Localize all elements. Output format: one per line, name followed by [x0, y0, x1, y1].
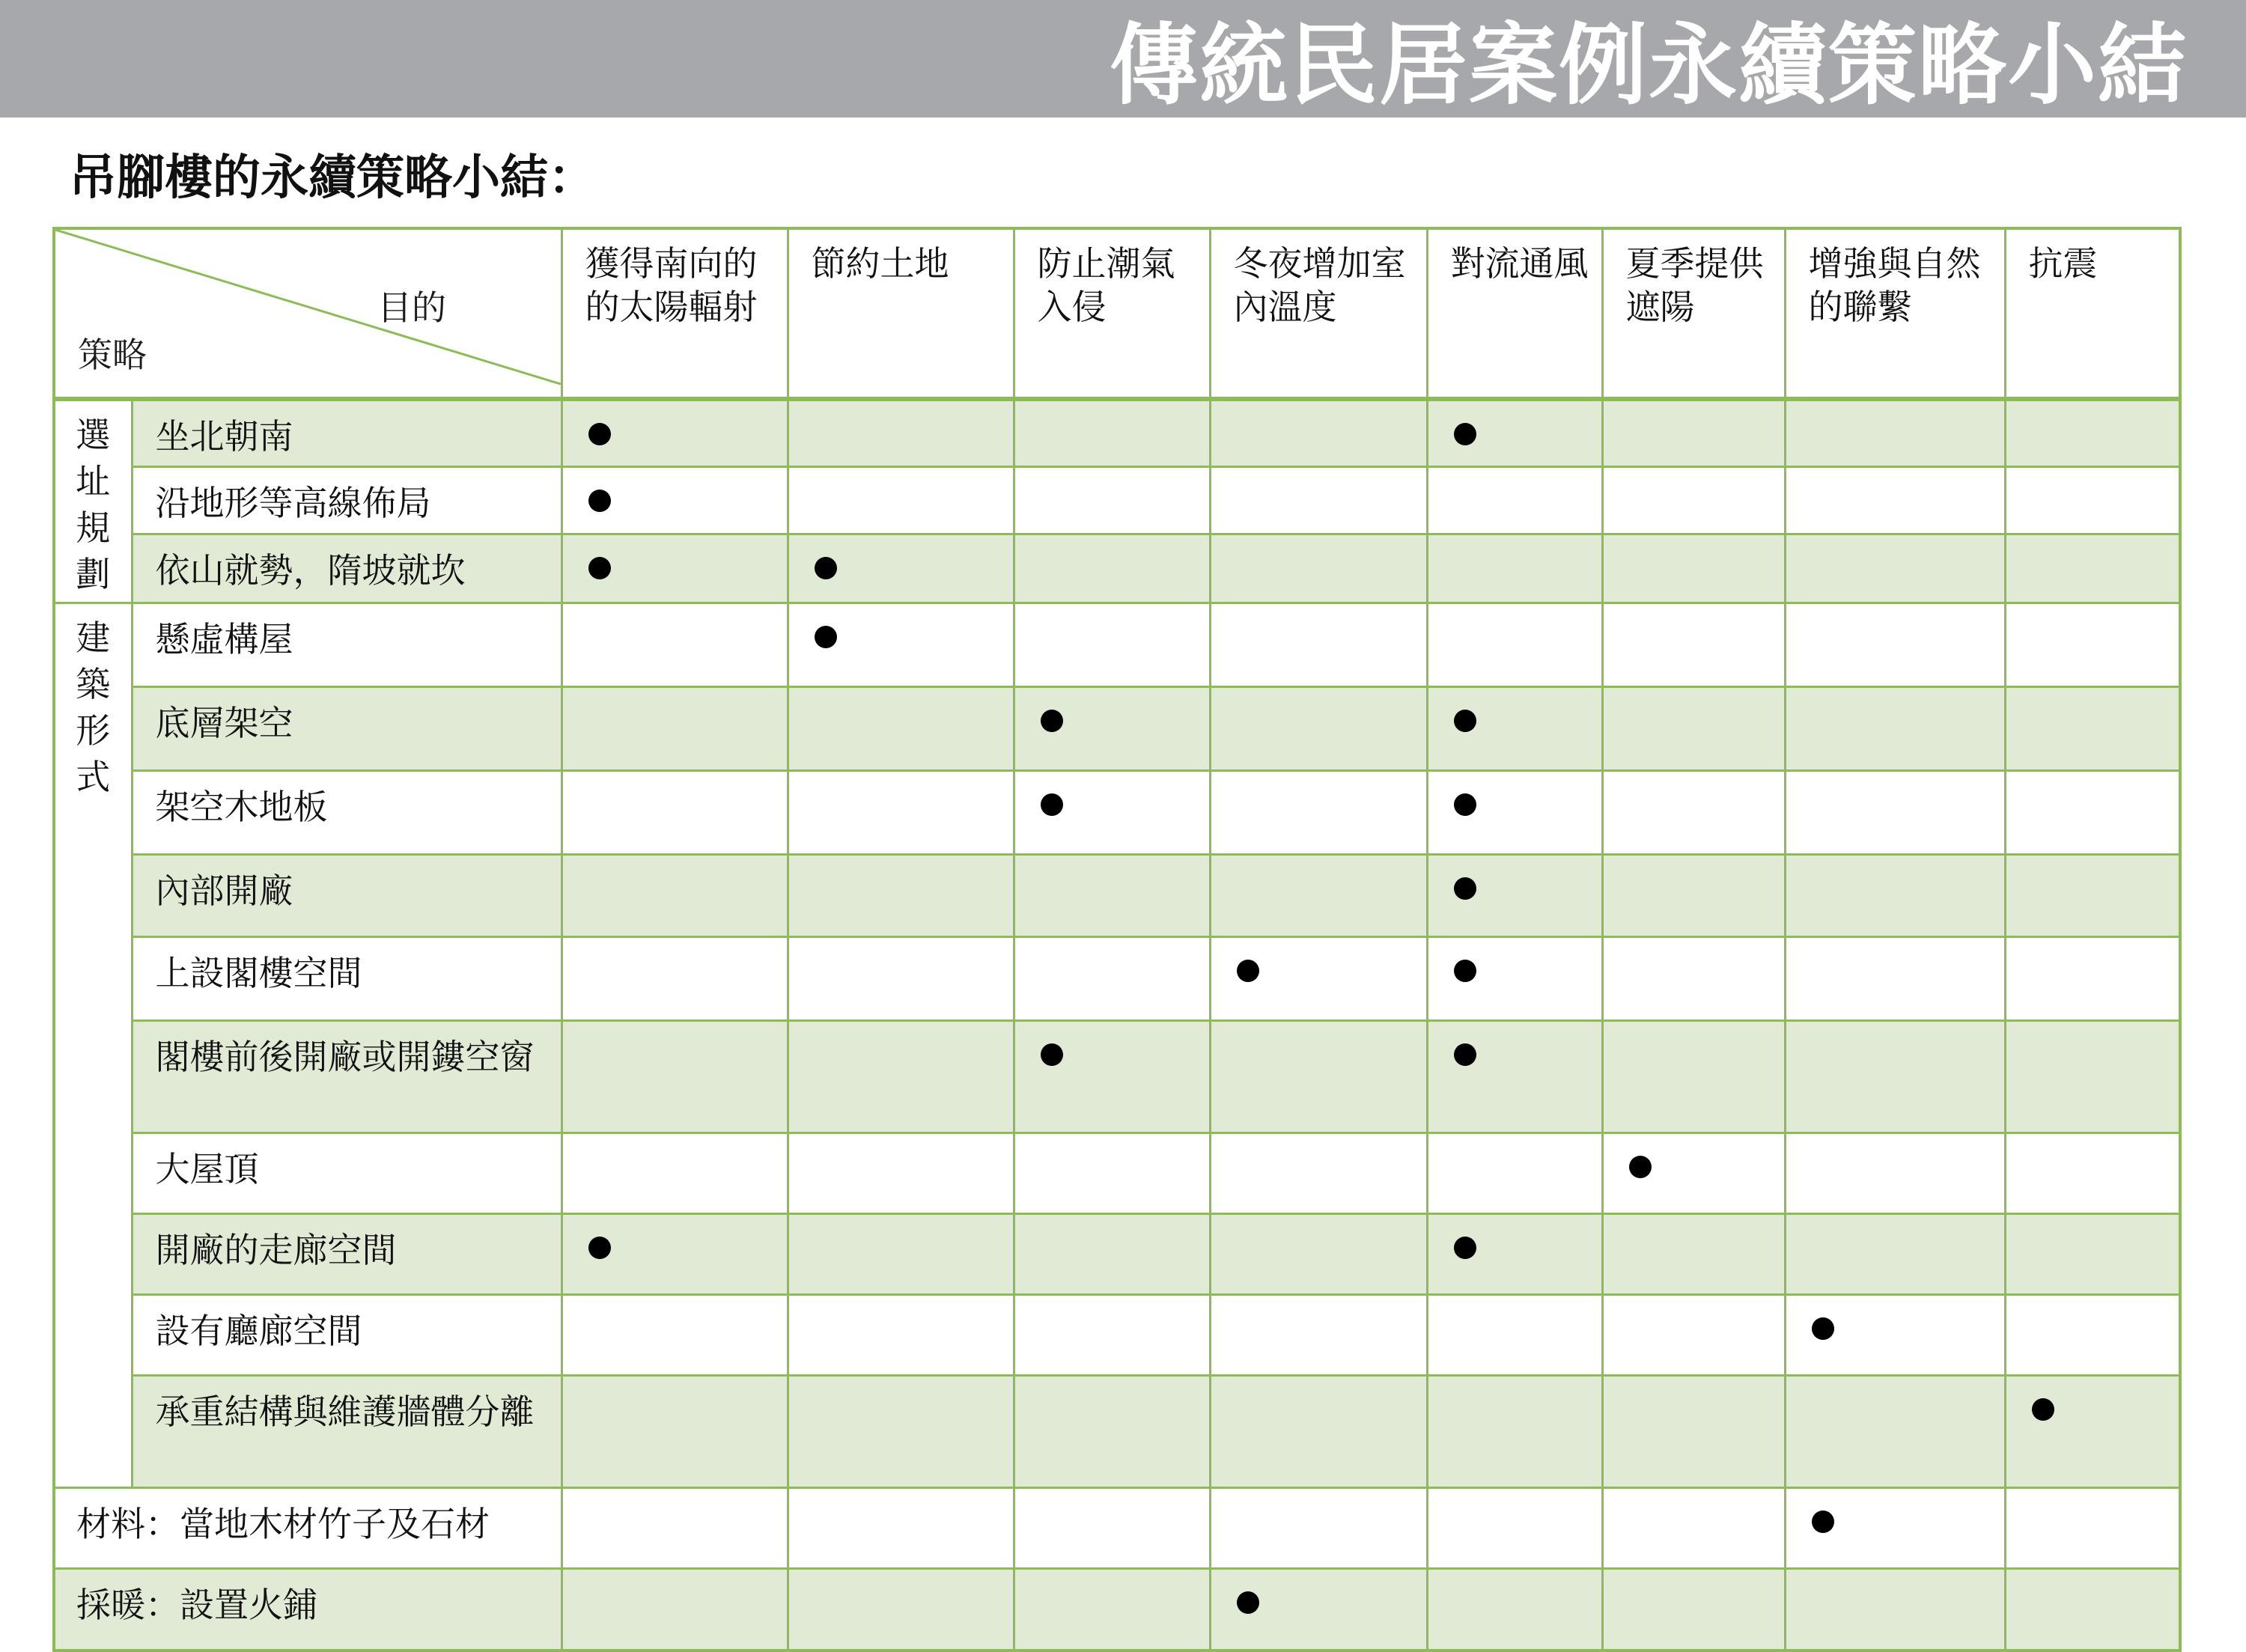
mark-cell — [1602, 770, 1785, 854]
mark-cell — [1014, 854, 1210, 936]
mark-cell — [1210, 936, 1427, 1020]
mark-cell — [1014, 1213, 1210, 1294]
mark-cell — [2005, 534, 2180, 603]
mark-dot-icon — [2032, 1398, 2054, 1421]
strategy-label: 材料：當地木材竹子及石材 — [54, 1487, 562, 1568]
mark-dot-icon — [1454, 877, 1476, 900]
goal-header: 夏季提供遮陽 — [1602, 228, 1785, 399]
mark-cell — [2005, 770, 2180, 854]
category-char: 規 — [76, 508, 111, 548]
mark-cell — [1785, 603, 2005, 686]
mark-cell — [2005, 1020, 2180, 1133]
table-row — [54, 399, 2180, 466]
mark-cell — [1602, 399, 1785, 466]
mark-cell — [788, 1487, 1014, 1568]
table-row — [54, 534, 2180, 603]
mark-cell — [1014, 534, 1210, 603]
mark-dot-icon — [1454, 1237, 1476, 1259]
mark-cell — [1210, 466, 1427, 534]
goal-header: 防止潮氣入侵 — [1014, 228, 1210, 399]
mark-cell — [2005, 1294, 2180, 1375]
mark-cell — [788, 1375, 1014, 1487]
table-row — [54, 466, 2180, 534]
mark-cell — [1427, 603, 1602, 686]
mark-cell — [2005, 466, 2180, 534]
corner-goal-label: 目的 — [377, 287, 446, 328]
mark-cell — [1014, 936, 1210, 1020]
goal-header: 增強與自然的聯繫 — [1785, 228, 2005, 399]
category-label — [54, 603, 132, 1487]
mark-cell — [1785, 686, 2005, 770]
mark-cell — [1785, 1294, 2005, 1375]
table-row — [54, 1568, 2180, 1651]
mark-cell — [2005, 1375, 2180, 1487]
mark-cell — [1427, 399, 1602, 466]
mark-cell — [1014, 770, 1210, 854]
category-char: 劃 — [76, 554, 111, 594]
mark-cell — [1427, 1133, 1602, 1213]
mark-cell — [1427, 534, 1602, 603]
strategy-label: 底層架空 — [132, 686, 562, 770]
strategy-label: 設有廳廊空間 — [132, 1294, 562, 1375]
mark-cell — [1210, 1375, 1427, 1487]
mark-cell — [1785, 1375, 2005, 1487]
mark-cell — [788, 1294, 1014, 1375]
strategy-label: 上設閣樓空間 — [132, 936, 562, 1020]
mark-cell — [1210, 1568, 1427, 1651]
mark-cell — [1210, 1133, 1427, 1213]
mark-cell — [1602, 1487, 1785, 1568]
mark-cell — [1785, 936, 2005, 1020]
mark-cell — [1014, 1020, 1210, 1133]
page-title: 傳統民居案例永續策略小結 — [1109, 13, 2188, 117]
table-row — [54, 854, 2180, 936]
header-band — [0, 0, 2246, 118]
mark-cell — [788, 686, 1014, 770]
mark-dot-icon — [1812, 1317, 1834, 1340]
table-row — [54, 1294, 2180, 1375]
table-body — [54, 399, 2180, 1651]
mark-cell — [1427, 770, 1602, 854]
mark-cell — [1210, 854, 1427, 936]
mark-dot-icon — [1812, 1511, 1834, 1533]
mark-cell — [1014, 1487, 1210, 1568]
category-char: 式 — [76, 756, 111, 797]
mark-cell — [2005, 603, 2180, 686]
mark-cell — [788, 1020, 1014, 1133]
category-char: 築 — [76, 663, 111, 704]
mark-dot-icon — [1237, 960, 1259, 982]
mark-dot-icon — [1454, 710, 1476, 732]
mark-cell — [2005, 686, 2180, 770]
mark-cell — [788, 466, 1014, 534]
mark-cell — [1602, 534, 1785, 603]
mark-cell — [1210, 534, 1427, 603]
mark-cell — [1427, 936, 1602, 1020]
strategy-label: 內部開廠 — [132, 854, 562, 936]
mark-cell — [788, 399, 1014, 466]
mark-cell — [562, 1133, 788, 1213]
mark-cell — [562, 534, 788, 603]
mark-cell — [1602, 686, 1785, 770]
mark-cell — [1602, 1213, 1785, 1294]
strategy-label: 懸虛構屋 — [132, 603, 562, 686]
mark-cell — [2005, 399, 2180, 466]
table-row — [54, 1213, 2180, 1294]
mark-cell — [562, 686, 788, 770]
mark-cell — [2005, 1133, 2180, 1213]
mark-cell — [1210, 1213, 1427, 1294]
strategy-label: 閣樓前後開廠或開鏤空窗 — [132, 1020, 562, 1133]
mark-cell — [1427, 466, 1602, 534]
mark-cell — [1785, 466, 2005, 534]
mark-cell — [788, 1568, 1014, 1651]
mark-cell — [1785, 1020, 2005, 1133]
mark-cell — [562, 1375, 788, 1487]
mark-cell — [1602, 1294, 1785, 1375]
mark-dot-icon — [1454, 1043, 1476, 1066]
mark-cell — [562, 770, 788, 854]
mark-cell — [1427, 1568, 1602, 1651]
mark-cell — [1427, 1487, 1602, 1568]
mark-dot-icon — [1041, 1043, 1063, 1066]
table-row — [54, 1020, 2180, 1133]
mark-cell — [1427, 1294, 1602, 1375]
mark-cell — [1785, 1487, 2005, 1568]
mark-cell — [2005, 1487, 2180, 1568]
table-row — [54, 603, 2180, 686]
mark-cell — [1014, 603, 1210, 686]
goal-header: 獲得南向的的太陽輻射 — [562, 228, 788, 399]
mark-cell — [562, 1294, 788, 1375]
mark-cell — [788, 1213, 1014, 1294]
table-row — [54, 686, 2180, 770]
mark-cell — [562, 399, 788, 466]
mark-cell — [1602, 1375, 1785, 1487]
strategy-label: 承重結構與維護牆體分離 — [132, 1375, 562, 1487]
corner-cell — [54, 228, 562, 399]
mark-dot-icon — [1237, 1591, 1259, 1614]
category-char: 選 — [76, 415, 111, 455]
goal-header: 對流通風 — [1427, 228, 1602, 399]
mark-cell — [1210, 1487, 1427, 1568]
mark-cell — [788, 854, 1014, 936]
table-row — [54, 936, 2180, 1020]
goal-header: 抗震 — [2005, 228, 2180, 399]
mark-cell — [1014, 1133, 1210, 1213]
mark-cell — [2005, 854, 2180, 936]
mark-cell — [1014, 466, 1210, 534]
strategy-label: 依山就勢，隋坡就坎 — [132, 534, 562, 603]
mark-cell — [1602, 1568, 1785, 1651]
mark-cell — [1785, 1568, 2005, 1651]
category-char: 形 — [76, 710, 111, 751]
mark-dot-icon — [588, 490, 611, 512]
strategy-label: 沿地形等高線佈局 — [132, 466, 562, 534]
table-row — [54, 770, 2180, 854]
mark-cell — [1210, 603, 1427, 686]
mark-cell — [1427, 1375, 1602, 1487]
mark-cell — [1014, 399, 1210, 466]
mark-dot-icon — [815, 626, 837, 648]
mark-cell — [1427, 686, 1602, 770]
mark-cell — [562, 854, 788, 936]
mark-cell — [1210, 1020, 1427, 1133]
table-row — [54, 1487, 2180, 1568]
mark-cell — [1602, 1133, 1785, 1213]
mark-cell — [788, 1133, 1014, 1213]
section-subtitle: 吊腳樓的永續策略小結： — [69, 150, 596, 206]
mark-cell — [1602, 1020, 1785, 1133]
mark-cell — [1785, 1213, 2005, 1294]
mark-dot-icon — [1041, 710, 1063, 732]
mark-cell — [1785, 1133, 2005, 1213]
mark-cell — [1427, 1213, 1602, 1294]
mark-cell — [1210, 770, 1427, 854]
strategy-label: 架空木地板 — [132, 770, 562, 854]
strategy-table — [52, 227, 2182, 1652]
mark-dot-icon — [588, 423, 611, 445]
mark-cell — [1785, 399, 2005, 466]
mark-cell — [788, 534, 1014, 603]
mark-cell — [1427, 1020, 1602, 1133]
strategy-label: 坐北朝南 — [132, 399, 562, 466]
mark-cell — [1602, 854, 1785, 936]
category-char: 址 — [76, 461, 111, 502]
mark-cell — [788, 936, 1014, 1020]
mark-cell — [2005, 936, 2180, 1020]
goal-header: 冬夜增加室內溫度 — [1210, 228, 1427, 399]
mark-cell — [562, 1020, 788, 1133]
mark-cell — [1602, 466, 1785, 534]
mark-cell — [1014, 1375, 1210, 1487]
mark-dot-icon — [1454, 960, 1476, 982]
mark-dot-icon — [1629, 1156, 1652, 1178]
strategy-label: 大屋頂 — [132, 1133, 562, 1213]
table-row — [54, 1133, 2180, 1213]
corner-strategy-label: 策略 — [78, 335, 147, 375]
mark-dot-icon — [815, 557, 837, 579]
mark-cell — [562, 936, 788, 1020]
mark-cell — [1210, 1294, 1427, 1375]
mark-cell — [1602, 936, 1785, 1020]
mark-cell — [1785, 770, 2005, 854]
category-char: 建 — [76, 617, 111, 658]
mark-cell — [562, 466, 788, 534]
mark-cell — [1014, 1568, 1210, 1651]
mark-cell — [1785, 534, 2005, 603]
mark-cell — [562, 603, 788, 686]
mark-cell — [562, 1213, 788, 1294]
mark-cell — [1210, 686, 1427, 770]
mark-cell — [788, 603, 1014, 686]
strategy-label: 採暖：設置火鋪 — [54, 1568, 562, 1651]
mark-dot-icon — [1454, 793, 1476, 816]
mark-cell — [2005, 1568, 2180, 1651]
mark-dot-icon — [588, 557, 611, 579]
category-label — [54, 399, 132, 603]
mark-cell — [788, 770, 1014, 854]
strategy-label: 開廠的走廊空間 — [132, 1213, 562, 1294]
mark-cell — [2005, 1213, 2180, 1294]
mark-cell — [1427, 854, 1602, 936]
mark-cell — [1014, 1294, 1210, 1375]
mark-cell — [1014, 686, 1210, 770]
mark-cell — [1602, 603, 1785, 686]
mark-cell — [1785, 854, 2005, 936]
table-row — [54, 1375, 2180, 1487]
mark-cell — [1210, 399, 1427, 466]
goal-header: 節約土地 — [788, 228, 1014, 399]
table-header-row — [54, 228, 2180, 399]
mark-cell — [562, 1568, 788, 1651]
mark-cell — [562, 1487, 788, 1568]
mark-dot-icon — [588, 1237, 611, 1259]
mark-dot-icon — [1454, 423, 1476, 445]
mark-dot-icon — [1041, 793, 1063, 816]
